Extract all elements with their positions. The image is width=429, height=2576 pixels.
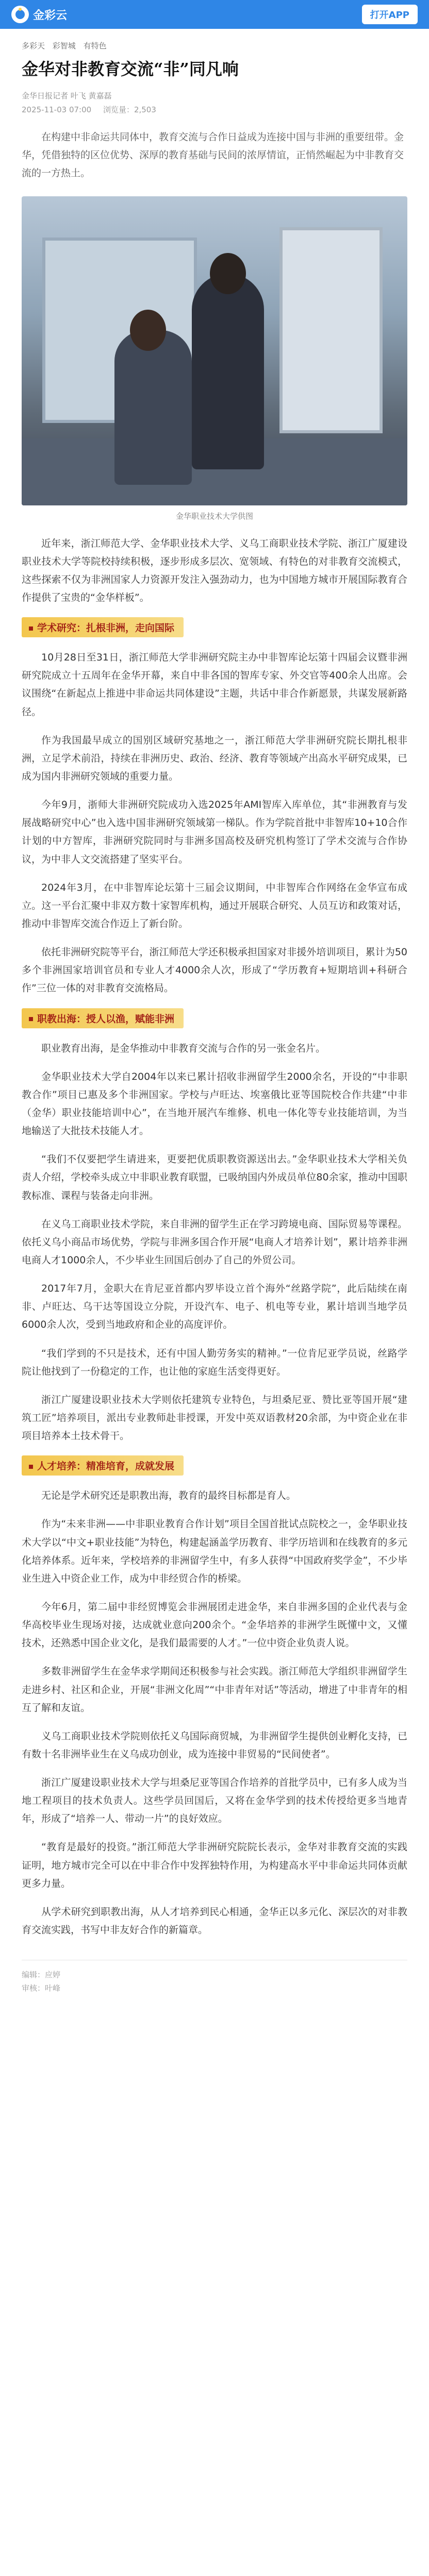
section-heading — [22, 617, 407, 637]
body-paragraph: 金华职业技术大学自2004年以来已累计招收非洲留学生2000余名，开设的“中非职教合作”项目已惠及多个非洲国家。学校与卢旺达、埃塞俄比亚等国院校合作共建“中非（金华）职业技能培训中心”，在当地开展汽车维修、机电一体化等专业技能培训，为当地输送了大批技术技能人才。 — [22, 1071, 407, 1137]
body-paragraph: 2024年3月，在中非智库论坛第十三届会议期间，中非智库合作网络在金华宣布成立。这一平台汇聚中非双方数十家智库机构，通过开展联合研究、人员互访和政策对话，推动中非智库交流合作迈上了新台阶。 — [22, 882, 407, 929]
breadcrumb — [22, 40, 407, 51]
body-paragraph: 多数非洲留学生在金华求学期间还积极参与社会实践。浙江师范大学组织非洲留学生走进乡村、社区和企业，开展“非洲文化周”“中非青年对话”等活动，增进了中非青年的相互了解和友谊。 — [22, 1666, 407, 1714]
section-heading-label: 职教出海：授人以渔，赋能非洲 — [22, 1008, 184, 1028]
body-paragraph: 浙江广厦建设职业技术大学与坦桑尼亚等国合作培养的首批学员中，已有多人成为当地工程项目的技术负责人。这些学员回国后，又将在金华学到的技术传授给更多当地青年，形成了“培养一人、带动一片”的良好效应。 — [22, 1777, 407, 1825]
body-paragraph: 今年9月，浙师大非洲研究院成功入选2025年AMI智库入库单位，其“非洲教育与发展战略研究中心”也入选中国非洲研究领域第一梯队。作为学院首批中非智库10+10合作计划的中方智库，非洲研究院同时与非洲多国高校及研究机构签订了学术交流与合作协议，为中非人文交流搭建了坚实平台。 — [22, 799, 407, 865]
body-paragraph: 浙江广厦建设职业技术大学则依托建筑专业特色，与坦桑尼亚、赞比亚等国开展“建筑工匠”培养项目，派出专业教师赴非授课，开发中英双语教材20余部，为中资企业在非项目培养本土技术骨干。 — [22, 1394, 407, 1442]
article-date: 2025-11-03 07:00 — [22, 105, 92, 115]
body-paragraph: 作为我国最早成立的国别区域研究基地之一，浙江师范大学非洲研究院长期扎根非洲，立足学术前沿，持续在非洲历史、政治、经济、教育等领域产出高水平研究成果，已成为国内非洲研究领域的重要力量。 — [22, 734, 407, 783]
article-sections — [22, 617, 407, 1939]
section-heading-label: 人才培养：精准培育，成就发展 — [22, 1455, 184, 1476]
top-bar — [0, 0, 429, 29]
body-paragraph: 从学术研究到职教出海，从人才培养到民心相通，金华正以多元化、深层次的对非教育交流实践，书写中非友好合作的新篇章。 — [22, 1906, 407, 1936]
editor-line: 编辑：应婷 — [22, 1970, 61, 1980]
body-paragraph: “我们学到的不只是技术，还有中国人勤劳务实的精神。”一位肯尼亚学员说，丝路学院让他找到了一份稳定的工作，也让他的家庭生活变得更好。 — [22, 1347, 407, 1377]
body-paragraph: 在义乌工商职业技术学院，来自非洲的留学生正在学习跨境电商、国际贸易等课程。依托义乌小商品市场优势，学院与非洲多国合作开展“电商人才培养计划”，累计培养非洲电商人才1000余人，不少毕业生回国后创办了自己的外贸公司。 — [22, 1218, 407, 1266]
brand-logo-icon — [11, 6, 29, 23]
article — [0, 29, 429, 2015]
open-app-button[interactable]: 打开APP — [362, 5, 418, 24]
intro-paragraph: 近年来，浙江师范大学、金华职业技术大学、义乌工商职业技术学院、浙江广厦建设职业技术大学等院校持续积极，逐步形成多层次、宽领域、有特色的对非教育交流模式，这些探索不仅为非洲国家人力资源开发注入强劲动力，也为中国地方城市开展国际教育合作提供了宝贵的“金华样板”。 — [22, 537, 407, 604]
photo-caption: 金华职业技术大学供图 — [175, 511, 253, 521]
body-paragraph: 义乌工商职业技术学院则依托义乌国际商贸城，为非洲留学生提供创业孵化支持，已有数十名非洲毕业生在义乌成功创业，成为连接中非贸易的“民间使者”。 — [22, 1730, 407, 1760]
section-heading — [22, 1008, 407, 1028]
section-heading — [22, 1455, 407, 1476]
breadcrumb-item[interactable]: 多彩天 — [22, 41, 45, 50]
brand-name: 金彩云 — [33, 9, 68, 22]
body-paragraph: “我们不仅要把学生请进来，更要把优质职教资源送出去。”金华职业技术大学相关负责人介绍，学校牵头成立中非职业教育联盟，已吸纳国内外成员单位80余家，推动中国职教标准、课程与装备走向非洲。 — [22, 1154, 407, 1201]
reviewer-line: 审核：叶峰 — [22, 1983, 61, 1993]
article-source: 金华日报记者 叶飞 黄嘉磊 — [22, 91, 112, 101]
article-date-row — [22, 104, 407, 115]
article-title: 金华对非教育交流“非”同凡响 — [22, 59, 239, 79]
brand-logo[interactable] — [11, 6, 67, 23]
editor-info — [22, 1960, 407, 1995]
body-paragraph: 今年6月，第二届中非经贸博览会非洲展团走进金华，来自非洲多国的企业代表与金华高校毕业生现场对接，达成就业意向200余个。“金华培养的非洲学生既懂中文，又懂技术，还熟悉中国企业文化，是我们最需要的人才。”一位中资企业负责人说。 — [22, 1601, 407, 1649]
article-views: 浏览量：2,503 — [103, 105, 156, 115]
body-paragraph: 职业教育出海，是金华推动中非教育交流与合作的另一张金名片。 — [41, 1042, 326, 1054]
body-paragraph: 无论是学术研究还是职教出海，教育的最终目标都是育人。 — [41, 1490, 296, 1502]
breadcrumb-item[interactable]: 彩智城 — [52, 41, 76, 50]
article-meta — [22, 90, 407, 102]
body-paragraph: 依托非洲研究院等平台，浙江师范大学还积极承担国家对非援外培训项目，累计为50多个非洲国家培训官员和专业人才4000余人次，形成了“学历教育+短期培训+科研合作”三位一体的对非教育交流格局。 — [22, 946, 407, 994]
body-paragraph: 作为“未来非洲——中非职业教育合作计划”项目全国首批试点院校之一，金华职业技术大学以“中文+职业技能”为特色，构建起涵盖学历教育、非学历培训和在线教育的多元化培养体系。近年来，学校培养的非洲留学生中，有多人获得“中国政府奖学金”，不少毕业生进入中资企业工作，成为中非经贸合作的桥梁。 — [22, 1518, 407, 1584]
body-paragraph: “教育是最好的投资。”浙江师范大学非洲研究院院长表示，金华对非教育交流的实践证明，地方城市完全可以在中非合作中发挥独特作用，为构建高水平中非命运共同体贡献更多力量。 — [22, 1841, 407, 1889]
section-heading-label: 学术研究：扎根非洲，走向国际 — [22, 617, 184, 637]
body-paragraph: 10月28日至31日，浙江师范大学非洲研究院主办中非智库论坛第十四届会议暨非洲研究院成立十五周年在金华开幕，来自中非各国的智库专家、外交官等400余人出席。会议围绕“在新起点上推进中非命运共同体建设”主题，共话中非合作新愿景，共谋发展新路径。 — [22, 652, 407, 718]
breadcrumb-item[interactable]: 有特色 — [83, 41, 107, 50]
article-photo — [22, 196, 407, 505]
article-lead: 在构建中非命运共同体中，教育交流与合作日益成为连接中国与非洲的重要纽带。金华，凭借独特的区位优势、深厚的教育基础与民间的浓厚情谊，正悄然崛起为中非教育交流的一方热土。 — [22, 131, 404, 179]
body-paragraph: 2017年7月，金职大在肯尼亚首都内罗毕设立首个海外“丝路学院”，此后陆续在南非、卢旺达、乌干达等国设立分院，开设汽车、电子、机电等专业，累计培训当地学员6000余人次，受到当地政府和企业的高度评价。 — [22, 1283, 407, 1331]
